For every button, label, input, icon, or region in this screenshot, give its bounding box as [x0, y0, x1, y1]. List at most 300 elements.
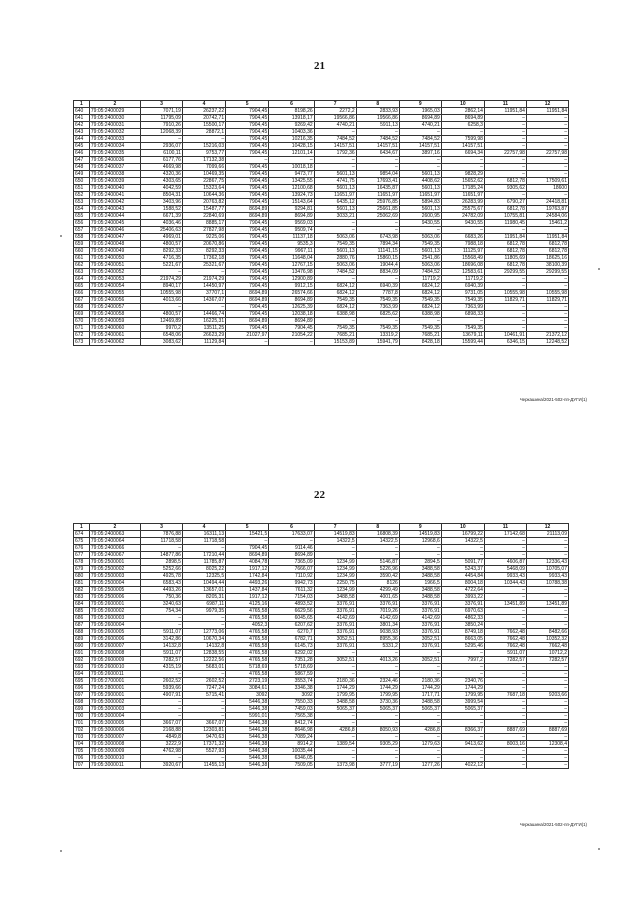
- table-row: [74, 122, 569, 129]
- table-cell: 7484,52: [399, 269, 441, 276]
- table-cell: 1277,26: [399, 762, 441, 769]
- table-cell: 640: [74, 108, 90, 115]
- table-cell: 682: [74, 587, 90, 594]
- table-cell: 79:05:2600006: [89, 636, 140, 643]
- table-cell: 5601,13: [314, 206, 356, 213]
- table-cell: 5867,59: [269, 671, 314, 678]
- table-row: [74, 720, 569, 727]
- table-cell: 663: [74, 269, 90, 276]
- table-cell: 4765,58: [226, 650, 269, 657]
- table-cell: 3590,42: [356, 573, 399, 580]
- table-cell: 6824,12: [399, 304, 441, 311]
- table-cell: 8292,33: [182, 248, 225, 255]
- table-cell: 14132,8: [140, 643, 182, 650]
- table-cell: 6970,63: [441, 608, 484, 615]
- header-cell: 7: [314, 524, 356, 531]
- table-cell: 9114,46: [269, 545, 314, 552]
- table-cell: 79:05:2800001: [89, 685, 140, 692]
- table-cell: 79:05:2400040: [89, 185, 140, 192]
- table-row: [74, 199, 569, 206]
- table-cell: 4013,66: [140, 297, 182, 304]
- table-cell: –: [314, 276, 356, 283]
- table-row: [74, 255, 569, 262]
- table-cell: 15421,5: [226, 531, 269, 538]
- table-cell: 3376,91: [399, 622, 441, 629]
- table-cell: 79:05:2600007: [89, 643, 140, 650]
- table-cell: 6898,33: [441, 311, 484, 318]
- table-cell: –: [526, 720, 568, 727]
- table-cell: 7904,45: [226, 115, 269, 122]
- table-row: [74, 325, 569, 332]
- table-cell: 10555,98: [140, 290, 182, 297]
- table-cell: 79:05:2400066: [89, 545, 140, 552]
- table-cell: 3667,07: [140, 720, 182, 727]
- header-cell: 9: [399, 524, 441, 531]
- table-cell: 9203,66: [526, 692, 568, 699]
- table-cell: 6177,76: [140, 157, 182, 164]
- table-cell: 5221,67: [140, 262, 182, 269]
- table-cell: 5718,69: [226, 664, 269, 671]
- table-cell: 5601,13: [314, 248, 356, 255]
- table-cell: 3850,24: [441, 622, 484, 629]
- table-cell: 7599,98: [441, 136, 484, 143]
- table-cell: 7904,45: [226, 276, 269, 283]
- table-cell: 13425,55: [269, 178, 314, 185]
- table-cell: 22757,98: [484, 150, 526, 157]
- table-cell: 4740,21: [399, 122, 441, 129]
- table-cell: 7876,88: [140, 531, 182, 538]
- table-cell: 7071,19: [140, 108, 182, 115]
- table-cell: 13657,01: [182, 587, 225, 594]
- table-cell: 5446,38: [226, 699, 269, 706]
- table-cell: 16808,39: [356, 531, 399, 538]
- table-cell: –: [526, 706, 568, 713]
- table-cell: –: [526, 136, 568, 143]
- table-row: [74, 734, 569, 741]
- table-cell: –: [399, 671, 441, 678]
- header-cell: 12: [526, 101, 568, 108]
- table-cell: 7904,45: [226, 192, 269, 199]
- table-cell: –: [484, 587, 526, 594]
- table-cell: 3376,91: [441, 601, 484, 608]
- table-cell: 690: [74, 643, 90, 650]
- table-cell: 706: [74, 755, 90, 762]
- table-cell: –: [526, 552, 568, 559]
- table-cell: 3920,67: [140, 762, 182, 769]
- table-cell: 11805,69: [484, 255, 526, 262]
- table-cell: 678: [74, 559, 90, 566]
- table-cell: 9912,15: [269, 283, 314, 290]
- table-cell: 79:05:2500003: [89, 573, 140, 580]
- table-cell: 4001,65: [356, 594, 399, 601]
- table-cell: 666: [74, 290, 90, 297]
- table-row: [74, 559, 569, 566]
- header-cell: 3: [140, 524, 182, 531]
- table-cell: 12583,61: [441, 269, 484, 276]
- table-cell: –: [399, 129, 441, 136]
- table-cell: 701: [74, 720, 90, 727]
- table-cell: –: [399, 545, 441, 552]
- table-cell: 647: [74, 157, 90, 164]
- table-row: [74, 615, 569, 622]
- table-cell: 5446,38: [226, 762, 269, 769]
- table-cell: 3092: [226, 692, 269, 699]
- table-cell: 3376,91: [356, 601, 399, 608]
- table-cell: 10712,2: [526, 650, 568, 657]
- table-row: [74, 538, 569, 545]
- table-cell: 25661,85: [356, 206, 399, 213]
- table-cell: 8025,22: [182, 566, 225, 573]
- table-cell: 4862,33: [441, 615, 484, 622]
- table-cell: 12773,06: [182, 629, 225, 636]
- table-cell: –: [399, 650, 441, 657]
- table-cell: 79:05:2400043: [89, 206, 140, 213]
- table-cell: 4765,58: [226, 643, 269, 650]
- table-cell: 1588,52: [140, 206, 182, 213]
- table-cell: 11651,97: [441, 192, 484, 199]
- table-cell: 660: [74, 248, 90, 255]
- table-row: [74, 276, 569, 283]
- table-row: [74, 601, 569, 608]
- table-cell: 16435,87: [356, 185, 399, 192]
- table-cell: 16311,13: [182, 531, 225, 538]
- table-cell: –: [526, 311, 568, 318]
- table-cell: 19566,86: [314, 115, 356, 122]
- table-cell: 7904,45: [226, 262, 269, 269]
- table-cell: 668: [74, 304, 90, 311]
- table-cell: 10705,07: [526, 566, 568, 573]
- table-cell: 10644,36: [182, 192, 225, 199]
- table-cell: 7904,45: [226, 108, 269, 115]
- table-cell: –: [441, 318, 484, 325]
- table-cell: 9569,03: [269, 220, 314, 227]
- table-cell: 79:05:2400058: [89, 311, 140, 318]
- table-cell: 79:05:3000005: [89, 720, 140, 727]
- table-cell: 7787,8: [356, 290, 399, 297]
- table-cell: 8646,98: [269, 727, 314, 734]
- table-cell: 10555,98: [484, 290, 526, 297]
- table-cell: 4800,57: [140, 241, 182, 248]
- table-cell: –: [356, 664, 399, 671]
- table-cell: 17210,44: [182, 552, 225, 559]
- table-cell: 7904,45: [226, 178, 269, 185]
- table-cell: 653: [74, 199, 90, 206]
- table-cell: 79:05:2400031: [89, 122, 140, 129]
- table-cell: –: [140, 699, 182, 706]
- table-cell: 18600: [526, 185, 568, 192]
- header-cell: 5: [226, 101, 269, 108]
- table-cell: 6683,26: [441, 234, 484, 241]
- table-cell: 7363,99: [441, 304, 484, 311]
- table-cell: –: [526, 594, 568, 601]
- table-cell: –: [526, 615, 568, 622]
- table-cell: 21974,29: [182, 276, 225, 283]
- table-cell: 7904,45: [226, 227, 269, 234]
- table-cell: 4849,8: [140, 734, 182, 741]
- table-cell: 22840,69: [182, 213, 225, 220]
- table-cell: 5063,06: [314, 262, 356, 269]
- table-cell: –: [140, 615, 182, 622]
- table-cell: 1799,95: [356, 692, 399, 699]
- table-cell: 700: [74, 713, 90, 720]
- table-row: [74, 664, 569, 671]
- table-cell: 79:05:2400039: [89, 178, 140, 185]
- table-cell: 685: [74, 608, 90, 615]
- table-cell: 8504,31: [140, 192, 182, 199]
- table-cell: –: [484, 734, 526, 741]
- table-cell: 9413,62: [441, 741, 484, 748]
- table-cell: 8694,89: [269, 297, 314, 304]
- table-cell: 14322,5: [441, 538, 484, 545]
- table-cell: –: [526, 734, 568, 741]
- table-cell: 650: [74, 178, 90, 185]
- table-cell: –: [526, 538, 568, 545]
- table-row: [74, 185, 569, 192]
- table-cell: 5252,66: [140, 566, 182, 573]
- table-cell: 4142,69: [399, 615, 441, 622]
- table-cell: 15652,62: [441, 178, 484, 185]
- table-cell: 652: [74, 192, 90, 199]
- table-cell: 5683,01: [182, 664, 225, 671]
- table-cell: 79:05:3000007: [89, 734, 140, 741]
- table-cell: 3376,91: [314, 622, 356, 629]
- table-cell: –: [399, 157, 441, 164]
- table-cell: 10352,32: [526, 636, 568, 643]
- table-cell: 79:05:3000010: [89, 755, 140, 762]
- table-cell: –: [526, 276, 568, 283]
- table-cell: 5243,37: [441, 566, 484, 573]
- table-cell: 698: [74, 699, 90, 706]
- table-cell: 2600,95: [399, 213, 441, 220]
- table-cell: 6812,78: [526, 248, 568, 255]
- stamp-top: Черкашина/2021-502-пп-ДУГИ(1): [519, 397, 587, 402]
- table-cell: 5295,46: [441, 643, 484, 650]
- table-cell: 9828,29: [441, 171, 484, 178]
- table-cell: –: [526, 115, 568, 122]
- table-cell: 2168,88: [140, 727, 182, 734]
- table-cell: –: [526, 713, 568, 720]
- table-cell: 79:05:2400034: [89, 143, 140, 150]
- table-cell: 8694,89: [226, 206, 269, 213]
- table-cell: 7904,45: [226, 304, 269, 311]
- table-cell: 5601,13: [399, 248, 441, 255]
- header-cell: 1: [74, 524, 90, 531]
- table-cell: –: [441, 545, 484, 552]
- table-cell: 25406,63: [140, 227, 182, 234]
- table-cell: 17362,18: [182, 255, 225, 262]
- table-cell: 7365,09: [269, 559, 314, 566]
- table-cell: 18696,08: [441, 262, 484, 269]
- table-cell: 7685,21: [399, 332, 441, 339]
- table-cell: 28872,1: [182, 129, 225, 136]
- table-cell: 707: [74, 762, 90, 769]
- table-cell: 702: [74, 727, 90, 734]
- table-cell: –: [484, 157, 526, 164]
- table-cell: 7549,35: [441, 325, 484, 332]
- table-cell: 1234,99: [314, 559, 356, 566]
- table-cell: 672: [74, 332, 90, 339]
- table-cell: 12900,89: [269, 276, 314, 283]
- table-cell: 12336,43: [526, 559, 568, 566]
- table-cell: 79:05:2500004: [89, 580, 140, 587]
- table-cell: 79:05:2500005: [89, 587, 140, 594]
- table-cell: 697: [74, 692, 90, 699]
- table-cell: 7459,03: [269, 706, 314, 713]
- table-cell: 7904,45: [226, 122, 269, 129]
- table-cell: 10018,18: [269, 164, 314, 171]
- header-cell: 9: [399, 101, 441, 108]
- table-cell: 7988,18: [441, 241, 484, 248]
- table-cell: 750,36: [140, 594, 182, 601]
- table-cell: 79:05:3000002: [89, 699, 140, 706]
- table-cell: 4669,98: [140, 164, 182, 171]
- table-cell: 7484,52: [399, 136, 441, 143]
- table-cell: 4493,26: [140, 587, 182, 594]
- table-cell: 79:05:2600011: [89, 671, 140, 678]
- table-cell: 7549,35: [314, 297, 356, 304]
- table-cell: 3488,58: [399, 699, 441, 706]
- header-cell: 5: [226, 524, 269, 531]
- table-cell: 8694,89: [226, 552, 269, 559]
- table-row: [74, 671, 569, 678]
- table-cell: 5063,06: [399, 262, 441, 269]
- table-cell: 2898,5: [140, 559, 182, 566]
- table-cell: 10555,98: [526, 290, 568, 297]
- table-cell: 687: [74, 622, 90, 629]
- table-cell: –: [526, 664, 568, 671]
- table-cell: 79:05:2400056: [89, 297, 140, 304]
- table-cell: 4125,16: [226, 601, 269, 608]
- table-cell: –: [399, 227, 441, 234]
- table-cell: 9294,81: [269, 206, 314, 213]
- table-cell: 3553,74: [269, 678, 314, 685]
- table-cell: 6100,11: [140, 150, 182, 157]
- header-cell: 7: [314, 101, 356, 108]
- table-cell: 4142,69: [356, 615, 399, 622]
- table-cell: 6258,3: [441, 122, 484, 129]
- table-cell: 11951,84: [526, 108, 568, 115]
- table-cell: –: [526, 678, 568, 685]
- table-cell: –: [140, 713, 182, 720]
- table-cell: 4052,3: [226, 622, 269, 629]
- table-cell: 1792,36: [314, 150, 356, 157]
- table-cell: 79:05:2400033: [89, 136, 140, 143]
- table-cell: 79:05:2400061: [89, 332, 140, 339]
- table-cell: 10670,34: [182, 636, 225, 643]
- header-cell: 11: [484, 524, 526, 531]
- table-cell: 79:05:2600003: [89, 615, 140, 622]
- header-cell: 4: [182, 524, 225, 531]
- table-cell: –: [314, 713, 356, 720]
- header-cell: 10: [441, 101, 484, 108]
- table-cell: –: [356, 157, 399, 164]
- table-cell: 79:05:2400030: [89, 115, 140, 122]
- table-cell: 4320,36: [140, 171, 182, 178]
- table-cell: 8694,89: [269, 318, 314, 325]
- table-cell: –: [526, 699, 568, 706]
- table-cell: 79:05:2400057: [89, 304, 140, 311]
- stamp-bottom: Черкашина/2021-502-пп-ДУГИ(1): [519, 822, 587, 827]
- table-cell: 79:05:3000003: [89, 706, 140, 713]
- table-cell: 675: [74, 538, 90, 545]
- table-cell: 5911,07: [140, 650, 182, 657]
- table-cell: 12469,89: [140, 318, 182, 325]
- table-cell: 2340,76: [441, 678, 484, 685]
- table-cell: 3222,9: [140, 741, 182, 748]
- table-cell: 696: [74, 685, 90, 692]
- header-cell: 12: [526, 524, 568, 531]
- table-cell: –: [484, 664, 526, 671]
- table-cell: 645: [74, 143, 90, 150]
- table-cell: –: [182, 545, 225, 552]
- table-cell: 17633,07: [269, 531, 314, 538]
- table-cell: 79:05:2600002: [89, 608, 140, 615]
- table-cell: –: [441, 227, 484, 234]
- table-cell: 6940,39: [356, 283, 399, 290]
- table-cell: 1389,54: [314, 741, 356, 748]
- table-cell: 6346,05: [269, 755, 314, 762]
- table-cell: 5446,38: [226, 748, 269, 755]
- table-cell: 7662,48: [526, 643, 568, 650]
- table-cell: 5446,38: [226, 720, 269, 727]
- table-cell: –: [314, 164, 356, 171]
- table-row: [74, 580, 569, 587]
- table-cell: 12625,39: [269, 304, 314, 311]
- table-cell: 3488,58: [314, 594, 356, 601]
- table-cell: 7904,45: [226, 136, 269, 143]
- table-cell: 7549,35: [356, 297, 399, 304]
- table-cell: 2936,07: [140, 143, 182, 150]
- table-cell: 9305,29: [356, 741, 399, 748]
- table-cell: –: [526, 318, 568, 325]
- table-cell: 7550,33: [269, 699, 314, 706]
- table-cell: 674: [74, 531, 90, 538]
- table-cell: –: [526, 143, 568, 150]
- table-cell: –: [226, 157, 269, 164]
- table-cell: 7910,26: [140, 122, 182, 129]
- table-cell: 7997,2: [441, 657, 484, 664]
- table-cell: 4303,65: [140, 178, 182, 185]
- table-row: [74, 136, 569, 143]
- table-cell: 79:05:2400042: [89, 199, 140, 206]
- table-cell: 5718,69: [269, 664, 314, 671]
- table-cell: 29299,55: [484, 269, 526, 276]
- table-cell: 11719,2: [399, 276, 441, 283]
- table-cell: 79:05:2500006: [89, 594, 140, 601]
- table-cell: –: [399, 755, 441, 762]
- table-cell: 10035,44: [269, 748, 314, 755]
- table-cell: 12325,5: [182, 573, 225, 580]
- table-cell: 7282,57: [526, 657, 568, 664]
- table-cell: 6824,12: [314, 290, 356, 297]
- table-cell: 26283,99: [441, 199, 484, 206]
- table-cell: 1744,29: [314, 685, 356, 692]
- table-row: [74, 755, 569, 762]
- table-cell: 1437,84: [226, 587, 269, 594]
- table-cell: 6292,02: [269, 650, 314, 657]
- table-row: [74, 566, 569, 573]
- scan-speck: [598, 848, 600, 850]
- table-cell: –: [399, 720, 441, 727]
- table-cell: 651: [74, 185, 90, 192]
- table-cell: –: [356, 220, 399, 227]
- table-cell: 4142,69: [314, 615, 356, 622]
- table-cell: 3999,54: [441, 699, 484, 706]
- table-cell: 5601,13: [314, 171, 356, 178]
- table-cell: 8050,93: [356, 727, 399, 734]
- table-cell: –: [484, 671, 526, 678]
- table-cell: –: [269, 339, 314, 346]
